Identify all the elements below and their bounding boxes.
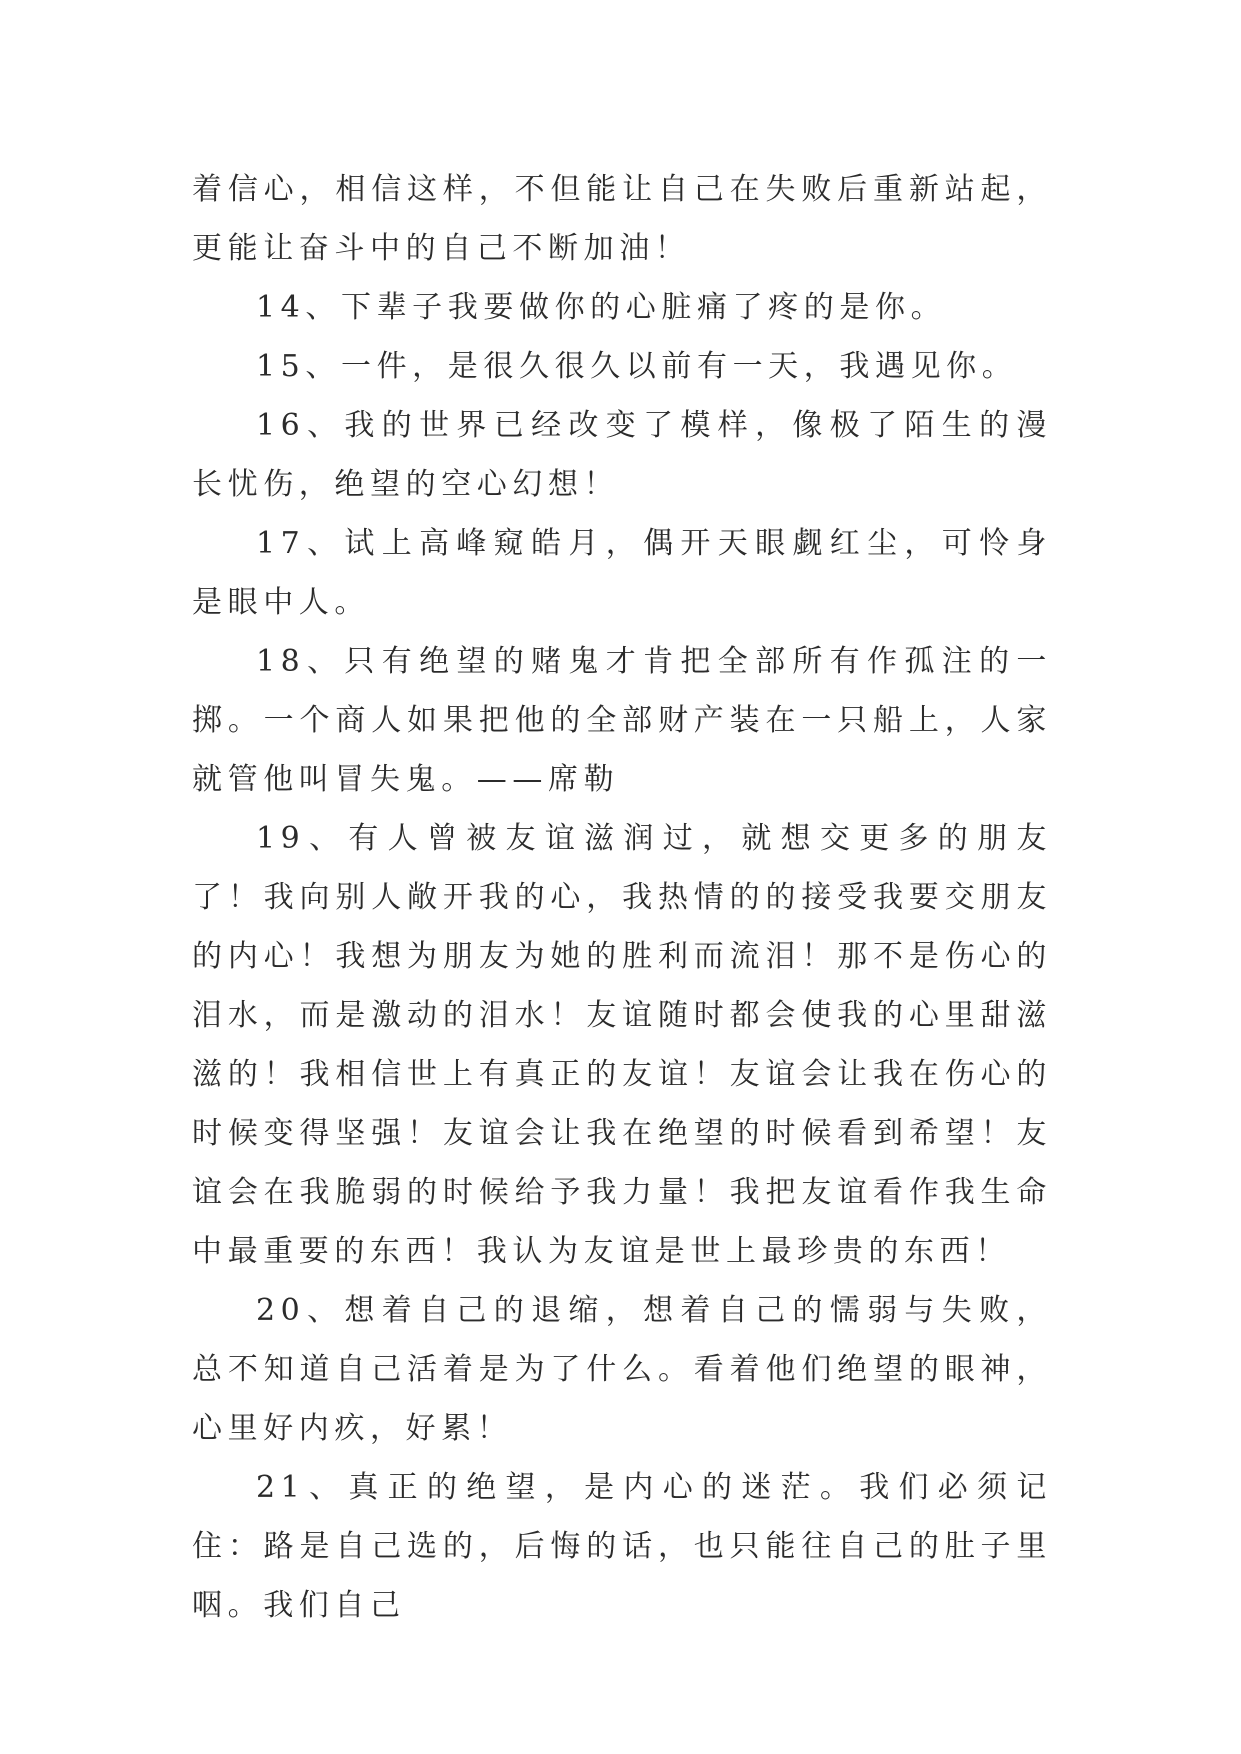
paragraph-14: 14、下辈子我要做你的心脏痛了疼的是你。 <box>256 290 947 325</box>
paragraph-15: 15、一件，是很久很久以前有一天，我遇见你。 <box>256 349 1018 384</box>
paragraph-continuation: 着信心，相信这样，不但能让自己在失败后重新站起，更能让奋斗中的自己不断加油！ <box>192 172 1052 266</box>
document-body <box>192 160 1052 1635</box>
paragraph-19: 19、有人曾被友谊滋润过，就想交更多的朋友了！我向别人敞开我的心，我热情的的接受我要交朋友的内心！我想为朋友为她的胜利而流泪！那不是伤心的泪水，而是激动的泪水！友谊随时都会使我的心里甜滋滋的！我相信世上有真正的友谊！友谊会让我在伤心的时候变得坚强！友谊会让我在绝望的时候看到希望！友谊会在我脆弱的时候给予我力量！我把友谊看作我生命中最重要的东西！我认为友谊是世上最珍贵的东西！ <box>192 821 1052 1269</box>
paragraph-18: 18、只有绝望的赌鬼才肯把全部所有作孤注的一掷。一个商人如果把他的全部财产装在一只船上，人家就管他叫冒失鬼。——席勒 <box>192 644 1052 797</box>
paragraph-17: 17、试上高峰窥皓月，偶开天眼觑红尘，可怜身是眼中人。 <box>192 526 1052 620</box>
paragraph-16: 16、我的世界已经改变了模样，像极了陌生的漫长忧伤，绝望的空心幻想！ <box>192 408 1052 502</box>
paragraph-21: 21、真正的绝望，是内心的迷茫。我们必须记住：路是自己选的，后悔的话，也只能往自己的肚子里咽。我们自己 <box>192 1470 1052 1623</box>
paragraph-20: 20、想着自己的退缩，想着自己的懦弱与失败，总不知道自己活着是为了什么。看着他们绝望的眼神，心里好内疚，好累！ <box>192 1293 1052 1446</box>
